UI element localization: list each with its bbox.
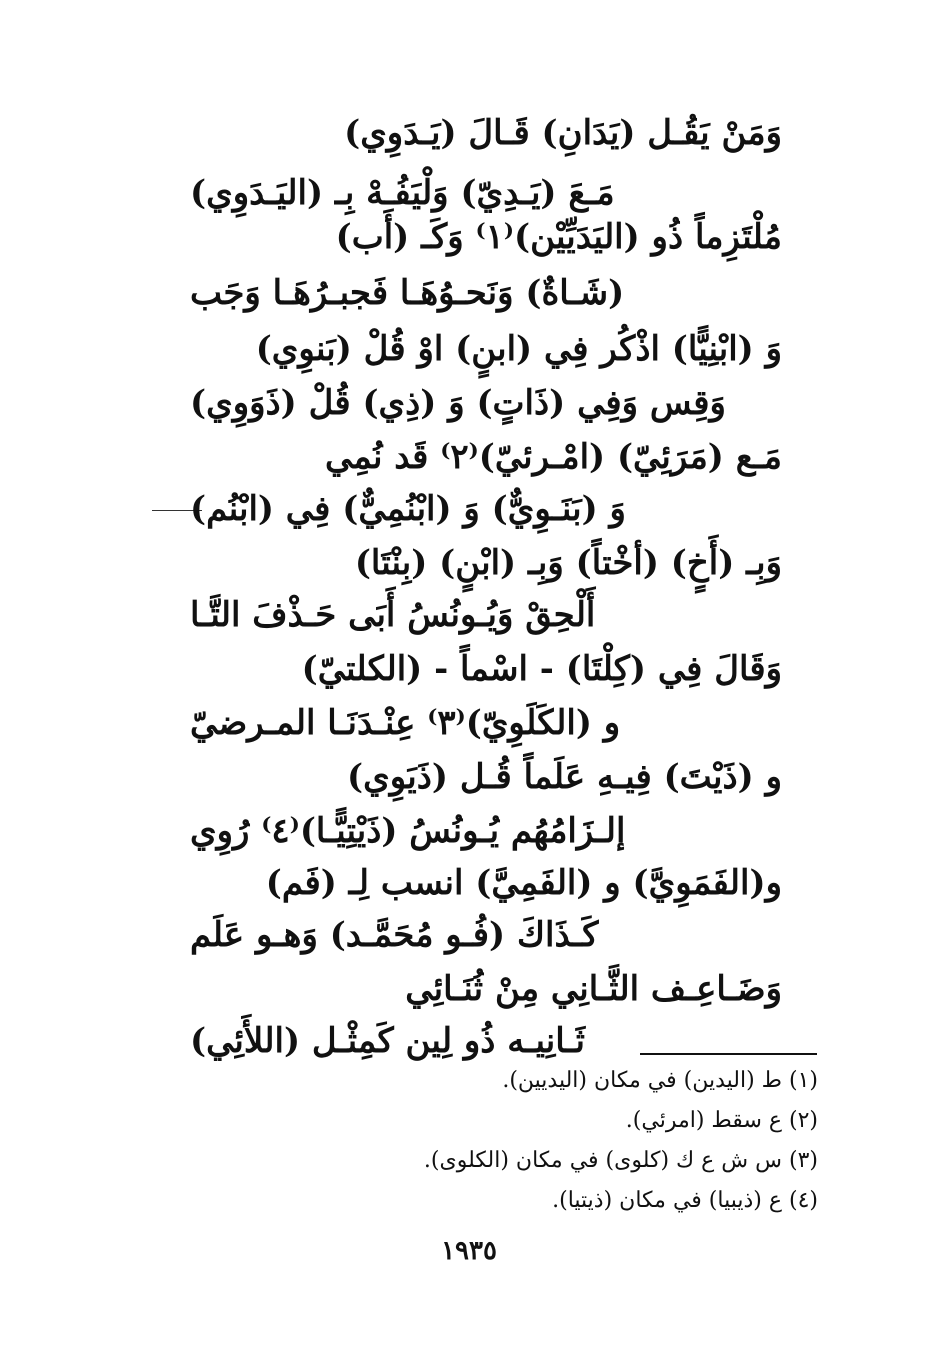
footnote: (٤) ع (ذيبيا) في مكان (ذيتيا). bbox=[552, 1188, 818, 1213]
verse-line: ثَـانِيـه ذُو لِين كَمِثْـل (اللأَئِي) bbox=[190, 1021, 585, 1061]
verse-line: وَمَنْ يَقُـل (يَدَانِ) قَـالَ (يَـدَوِي) bbox=[344, 113, 782, 153]
verse-line: (شَـاةٌ) وَنَحـوُهَـا فَجبـرُهَـا وَجَب bbox=[190, 273, 625, 313]
verse-line: و(الفَمَوِيَّ) و (الفَمِيَّ) انسب لِـ (فَم) bbox=[265, 863, 782, 903]
verse-line: كَـذَاكَ (فُـو مُحَمَّـد) وَهـو عَلَم bbox=[190, 915, 599, 955]
verse-line: مُلْتَزِماً ذُو (اليَدَيِّيْن)⁽١⁾ وَكَـ (أَب) bbox=[335, 217, 782, 257]
verse-line: وَضَـاعِـف الثَّـانِي مِنْ ثُنَـائِي bbox=[405, 969, 782, 1009]
verse-line: وَقِس وَفِي (ذَاتٍ) وَ (ذِي) قُلْ (ذَوَوِي) bbox=[190, 383, 726, 423]
footnote-divider bbox=[640, 1053, 817, 1055]
page-number: ١٩٣٥ bbox=[441, 1236, 497, 1266]
verse-line: وَ (بَنَـوِيٌّ) وَ (ابْنُمِيٌّ) فِي (ابْنُم) bbox=[190, 489, 626, 529]
verse-line: و (الكَلَوِيّ)⁽٣⁾ عِنْـدَنَـا المـرضيّ bbox=[190, 703, 621, 743]
verse-line: مَـع (مَرَئِيّ) (امْـرئيّ)⁽٢⁾ قَد نُمِي bbox=[325, 437, 782, 477]
verse-line: وَقَالَ فِي (كِلْتَا) - اسْماً - (الكلتيّ) bbox=[301, 649, 782, 689]
verse-line: وَ (ابْنِيًّا) اذْكُر فِي (ابنٍ) اوْ قُلْ (بَنوِي) bbox=[255, 329, 782, 369]
verse-line: أَلْحِقْ وَيُـونُسُ أَبَى حَـذْفَ التَّـا bbox=[190, 595, 596, 635]
verse-line: إلـزَامُهُم يُـونُسُ (ذَيْتِيًّـا)⁽٤⁾ رُوِي bbox=[190, 811, 626, 851]
footnote: (٢) ع سقط (امرئي). bbox=[625, 1108, 818, 1133]
verse-line: وَبِـ (أَخٍ) (أخْتاً) وَبِـ (ابْنٍ) (بِنْتَا) bbox=[354, 543, 782, 583]
verse-line: و (ذَيْتَ) فِيـهِ عَلَماً قُـل (ذَيَوِي) bbox=[347, 757, 782, 797]
footnote: (١) ط (اليدين) في مكان (اليديين). bbox=[502, 1068, 818, 1093]
footnote: (٣) س ش ع ك (كلوى) في مكان (الكلوى). bbox=[423, 1148, 818, 1173]
verse-line: مَـعَ (يَـدِيّ) وَلْيَفُـهْ بِـ (اليَـدَوِي) bbox=[190, 173, 615, 213]
